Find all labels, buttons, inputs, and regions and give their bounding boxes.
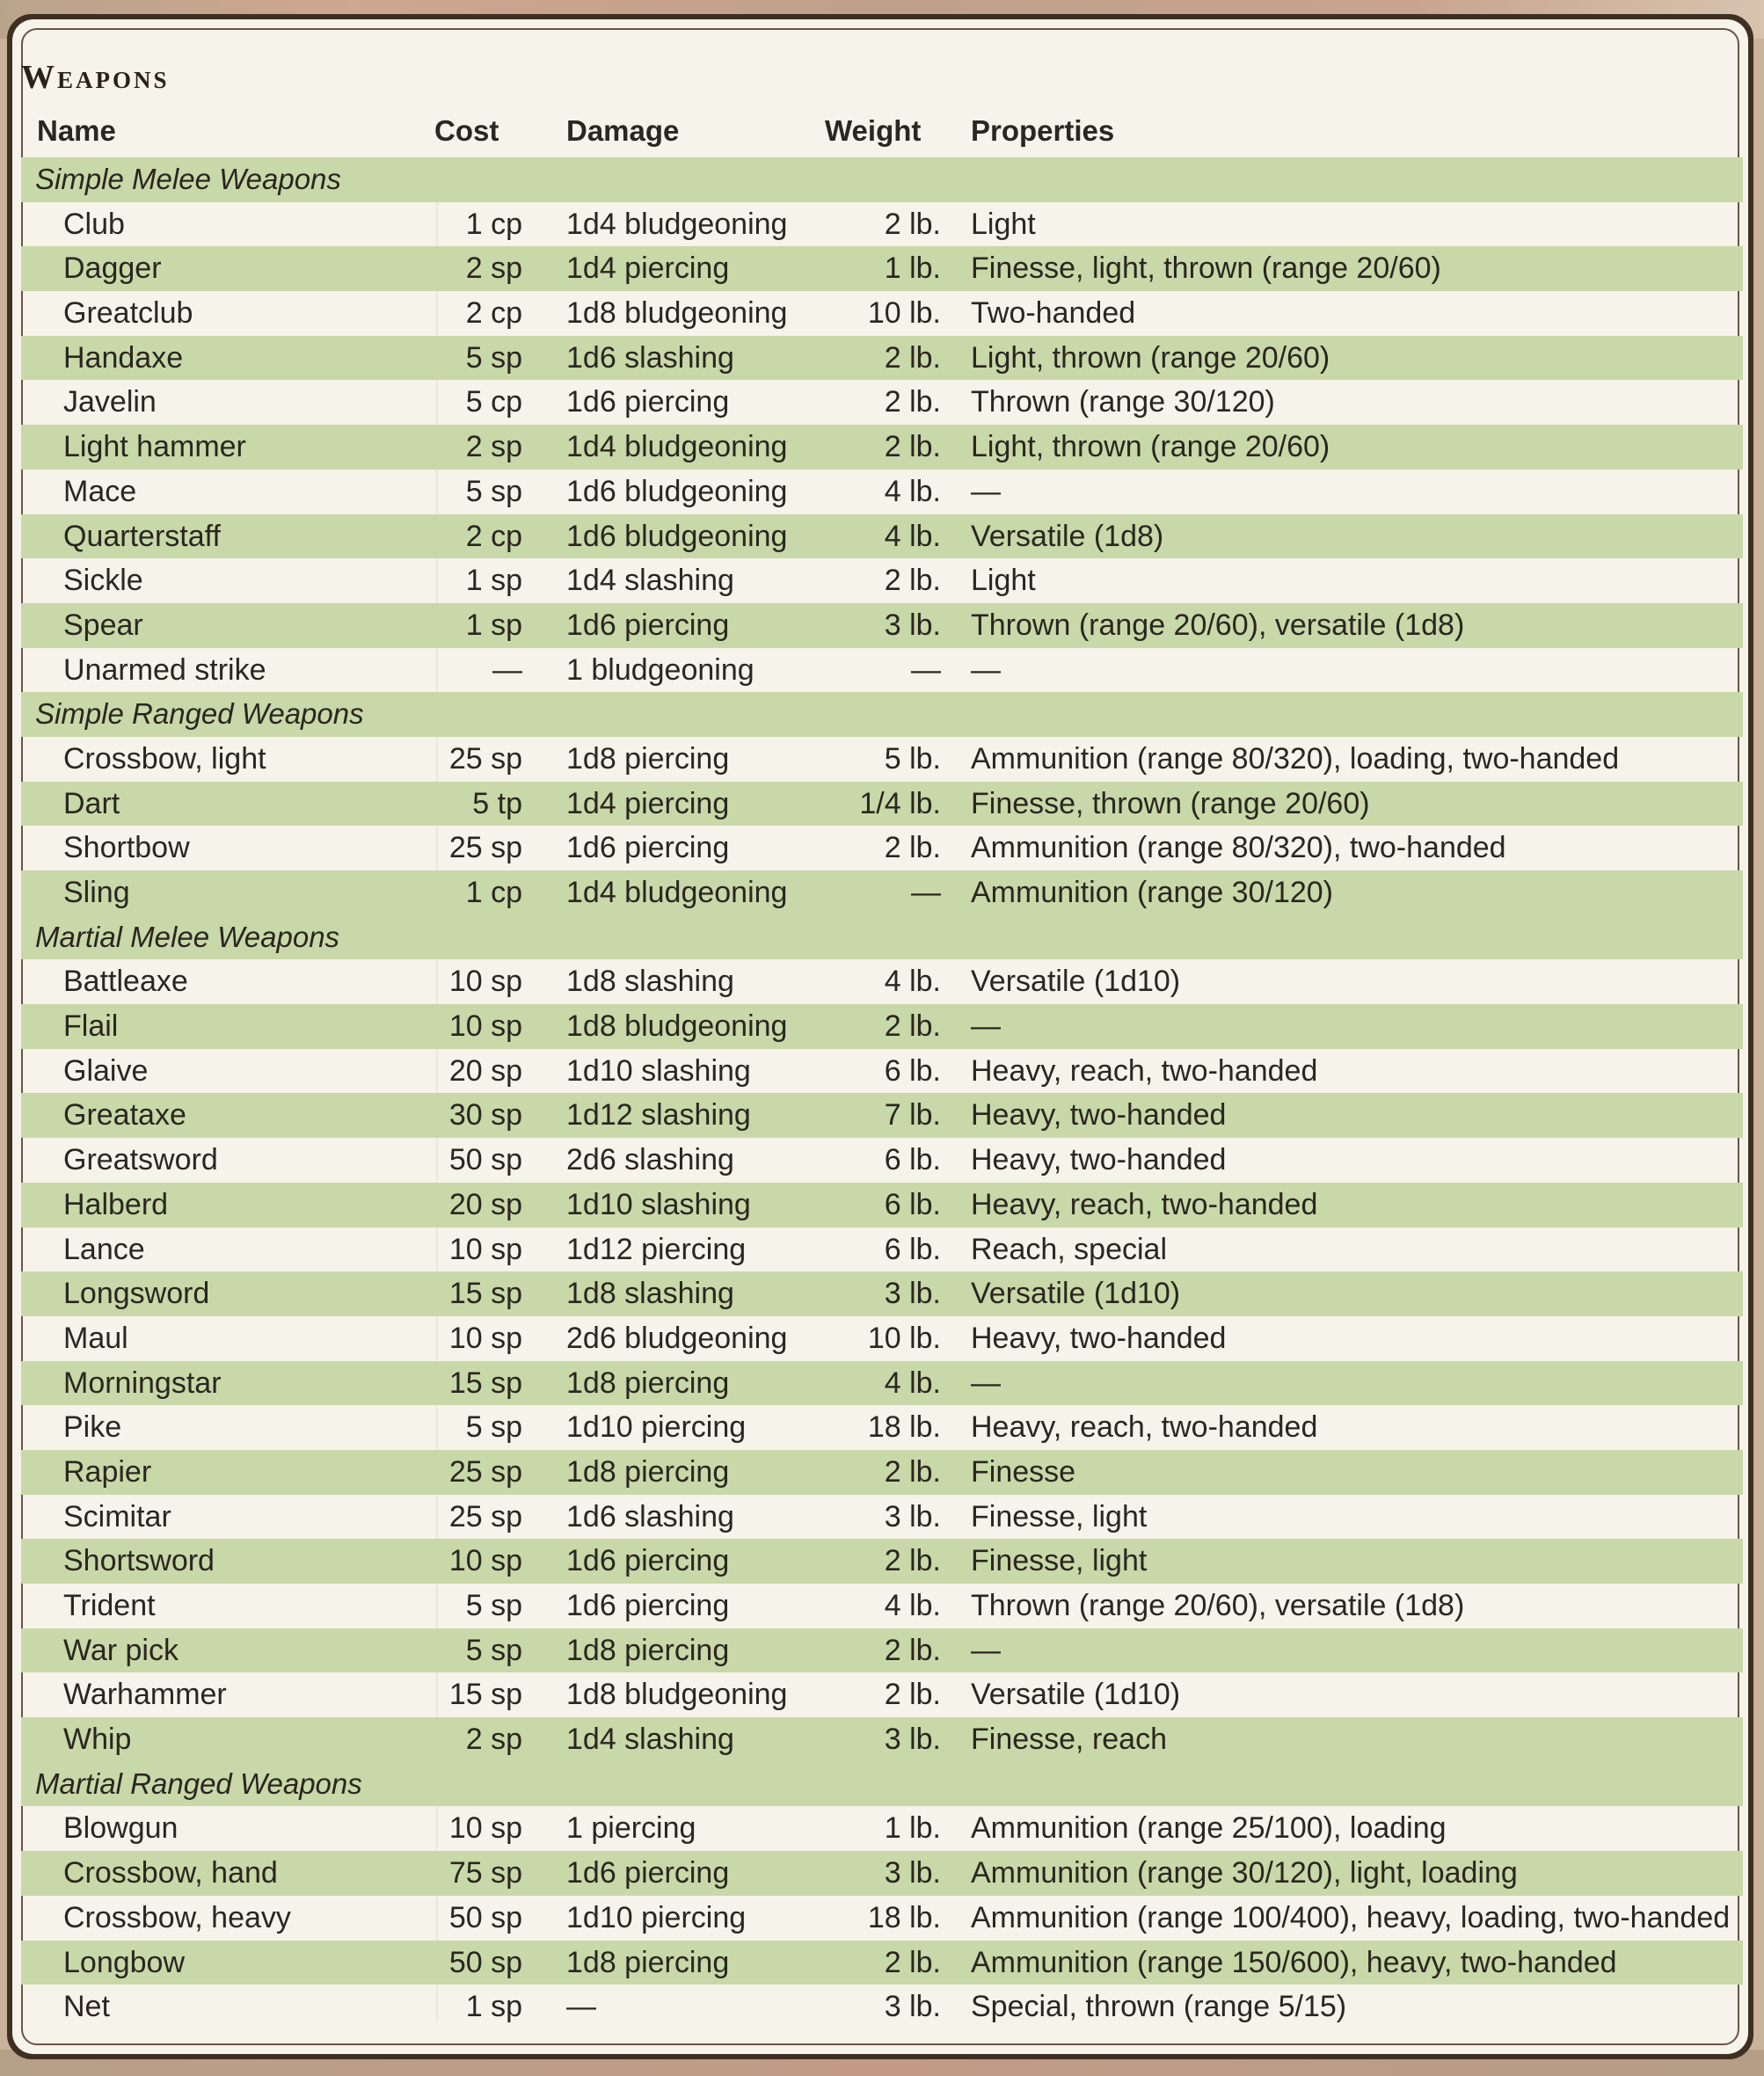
cell-cost: 10 sp — [448, 1009, 522, 1044]
cell-cost: 1 cp — [465, 207, 522, 241]
table-row — [21, 202, 1743, 247]
cell-damage: 1d4 piercing — [566, 251, 730, 286]
cell-weight: 5 lb. — [884, 741, 941, 776]
cell-weight: 4 lb. — [884, 1589, 941, 1622]
cell-name: Dagger — [63, 251, 162, 286]
cell-cost: 30 sp — [448, 1098, 522, 1133]
cell-properties: Light, thrown (range 20/60) — [971, 430, 1330, 464]
table-row — [21, 648, 1743, 693]
cell-name: Glaive — [63, 1053, 149, 1088]
cell-name: Battleaxe — [63, 965, 188, 999]
cell-cost: 5 sp — [465, 474, 522, 508]
cell-properties: Special, thrown (range 5/15) — [971, 1990, 1347, 2024]
cell-damage: 1d10 slashing — [566, 1187, 751, 1221]
cell-properties: Versatile (1d10) — [971, 1277, 1181, 1311]
cell-cost: 2 sp — [465, 1723, 522, 1757]
table-row — [21, 1316, 1743, 1361]
table-row — [21, 291, 1743, 336]
cell-name: Crossbow, light — [63, 741, 266, 776]
cell-properties: Light, thrown (range 20/60) — [971, 340, 1330, 375]
category-row — [21, 1762, 1743, 1807]
cell-name: Longbow — [63, 1945, 186, 1979]
cell-cost: 50 sp — [448, 1900, 522, 1934]
cell-cost: 1 cp — [465, 876, 522, 909]
cell-name: War pick — [63, 1633, 179, 1667]
cell-cost: 2 sp — [465, 430, 522, 464]
cell-damage: 1 bludgeoning — [566, 652, 754, 687]
table-row — [21, 1361, 1743, 1406]
table-row — [21, 1896, 1743, 1941]
cell-damage: 1d6 piercing — [566, 831, 730, 865]
cell-properties: Finesse — [971, 1454, 1076, 1489]
cell-weight: 2 lb. — [884, 564, 941, 598]
table-row — [21, 1628, 1743, 1673]
frame-corner-ornament — [7, 14, 53, 60]
cell-weight: 18 lb. — [867, 1410, 941, 1445]
cell-name: Shortsword — [63, 1544, 215, 1578]
cell-name: Net — [63, 1990, 110, 2024]
cell-cost: 15 sp — [448, 1678, 522, 1712]
cell-cost: 50 sp — [448, 1945, 522, 1979]
cell-name: Longsword — [63, 1277, 210, 1311]
cell-name: Greataxe — [63, 1098, 186, 1133]
table-row — [21, 1941, 1743, 1985]
cell-cost: — — [492, 652, 522, 687]
cell-properties: Light — [971, 207, 1036, 241]
cell-cost: 75 sp — [448, 1856, 522, 1890]
header-properties: Properties — [971, 114, 1115, 147]
cell-damage: 1d8 piercing — [566, 1454, 730, 1489]
cell-properties: Ammunition (range 100/400), heavy, loading, two-handed — [971, 1900, 1731, 1934]
table-row — [21, 737, 1743, 782]
table-row — [21, 558, 1743, 603]
cell-cost: 20 sp — [448, 1053, 522, 1088]
table-row — [21, 1539, 1743, 1584]
cell-name: Halberd — [63, 1187, 169, 1221]
cell-weight: 2 lb. — [884, 1633, 941, 1667]
cell-damage: 1d10 piercing — [566, 1410, 747, 1445]
category-label: Simple Melee Weapons — [35, 163, 341, 195]
table-row — [21, 1450, 1743, 1495]
cell-weight: 2 lb. — [884, 385, 941, 419]
cell-properties: Heavy, two-handed — [971, 1321, 1227, 1355]
cell-weight: 2 lb. — [884, 1454, 941, 1489]
cell-cost: 25 sp — [448, 741, 522, 776]
table-row — [21, 603, 1743, 648]
cell-weight: 18 lb. — [867, 1900, 941, 1934]
cell-damage: 1d10 slashing — [566, 1053, 751, 1088]
cell-properties: Heavy, two-handed — [971, 1098, 1227, 1133]
cell-name: Trident — [63, 1589, 156, 1622]
cell-damage: 1d6 piercing — [566, 1589, 730, 1622]
cell-damage: 1d6 bludgeoning — [566, 519, 788, 553]
cell-weight: 4 lb. — [884, 474, 941, 508]
cell-properties: Light — [971, 564, 1036, 598]
cell-name: Light hammer — [63, 430, 246, 464]
cell-properties: Finesse, light — [971, 1499, 1148, 1533]
table-row — [21, 1985, 1743, 2029]
cell-damage: 1d8 bludgeoning — [566, 296, 788, 331]
table-row — [21, 1138, 1743, 1183]
cell-properties: Heavy, reach, two-handed — [971, 1187, 1318, 1221]
cell-cost: 5 sp — [465, 1589, 522, 1622]
cell-name: Handaxe — [63, 340, 184, 375]
cell-damage: 1d10 piercing — [566, 1900, 747, 1934]
cell-weight: 2 lb. — [884, 430, 941, 464]
cell-name: Whip — [63, 1723, 132, 1757]
table-row — [21, 826, 1743, 870]
table-row — [21, 1183, 1743, 1227]
cell-cost: 10 sp — [448, 1811, 522, 1846]
cell-name: Morningstar — [63, 1366, 222, 1400]
cell-damage: 2d6 slashing — [566, 1143, 734, 1177]
frame-corner-ornament — [1708, 14, 1753, 60]
cell-cost: 50 sp — [448, 1143, 522, 1177]
cell-weight: 3 lb. — [884, 1499, 941, 1533]
cell-cost: 10 sp — [448, 1321, 522, 1355]
table-row — [21, 1271, 1743, 1316]
cell-name: Shortbow — [63, 831, 190, 865]
cell-damage: 1d6 piercing — [566, 608, 730, 642]
table-row — [21, 425, 1743, 470]
cell-damage: 1d4 bludgeoning — [566, 876, 788, 909]
cell-damage: 1d6 piercing — [566, 1544, 730, 1578]
table-row — [21, 1584, 1743, 1628]
cell-weight: 2 lb. — [884, 1945, 941, 1979]
cell-name: Club — [63, 207, 125, 241]
cell-name: Dart — [63, 786, 120, 820]
cell-weight: 7 lb. — [884, 1098, 941, 1133]
cell-name: Flail — [63, 1009, 119, 1044]
table-row — [21, 1405, 1743, 1450]
cell-name: Unarmed strike — [63, 652, 266, 687]
cell-cost: 20 sp — [448, 1187, 522, 1221]
table-row — [21, 959, 1743, 1004]
cell-cost: 10 sp — [448, 1232, 522, 1266]
cell-damage: 1d8 slashing — [566, 965, 734, 999]
cell-name: Crossbow, heavy — [63, 1900, 291, 1934]
cell-properties: Two-handed — [971, 296, 1136, 331]
cell-damage: 1d4 bludgeoning — [566, 207, 788, 241]
cell-damage: 1d4 slashing — [566, 564, 734, 598]
cell-weight: 10 lb. — [867, 296, 941, 331]
cell-name: Quarterstaff — [63, 519, 221, 553]
cell-properties: — — [971, 652, 1001, 687]
cell-damage: 1d6 piercing — [566, 1856, 730, 1890]
table-row — [21, 782, 1743, 827]
cell-weight: 6 lb. — [884, 1143, 941, 1177]
cell-name: Spear — [63, 608, 143, 642]
cell-properties: — — [971, 1633, 1001, 1667]
cell-weight: 1 lb. — [884, 1811, 941, 1846]
table-row — [21, 1672, 1743, 1717]
cell-properties: Ammunition (range 80/320), two-handed — [971, 831, 1506, 865]
cell-cost: 1 sp — [465, 1990, 522, 2024]
cell-damage: 1d6 bludgeoning — [566, 474, 788, 508]
cell-cost: 5 sp — [465, 1410, 522, 1445]
weapons-table-body — [21, 157, 1743, 2029]
cell-properties: Ammunition (range 25/100), loading — [971, 1811, 1447, 1846]
cell-properties: Heavy, reach, two-handed — [971, 1410, 1318, 1445]
cell-weight: 2 lb. — [884, 1544, 941, 1578]
cell-weight: 2 lb. — [884, 1678, 941, 1712]
cell-name: Scimitar — [63, 1499, 171, 1533]
category-label: Simple Ranged Weapons — [35, 697, 364, 731]
cell-weight: 6 lb. — [884, 1232, 941, 1266]
cell-properties: Finesse, reach — [971, 1723, 1167, 1757]
cell-weight: 4 lb. — [884, 965, 941, 999]
cell-properties: — — [971, 1366, 1001, 1400]
cell-properties: Ammunition (range 30/120), light, loading — [971, 1856, 1518, 1890]
cell-cost: 5 sp — [465, 1633, 522, 1667]
cell-properties: Finesse, light, thrown (range 20/60) — [971, 251, 1441, 286]
cell-weight: 1/4 lb. — [859, 786, 941, 820]
table-row — [21, 1049, 1743, 1094]
cell-damage: 1d8 piercing — [566, 1633, 730, 1667]
cell-weight: — — [911, 876, 941, 909]
cell-name: Sickle — [63, 564, 143, 598]
cell-weight: 1 lb. — [884, 251, 941, 286]
table-row — [21, 380, 1743, 425]
cell-damage: 1d8 piercing — [566, 1945, 730, 1979]
cell-name: Crossbow, hand — [63, 1856, 278, 1890]
table-row — [21, 1495, 1743, 1540]
table-row — [21, 246, 1743, 291]
cell-name: Greatsword — [63, 1143, 218, 1177]
cell-cost: 15 sp — [448, 1366, 522, 1400]
cell-damage: 1d6 slashing — [566, 340, 734, 375]
cell-cost: 2 sp — [465, 251, 522, 286]
cell-weight: 4 lb. — [884, 1366, 941, 1400]
cell-cost: 25 sp — [448, 831, 522, 865]
cell-name: Mace — [63, 474, 137, 508]
table-row — [21, 1806, 1743, 1851]
cell-cost: 10 sp — [448, 1544, 522, 1578]
cell-weight: — — [911, 652, 941, 687]
table-row — [21, 870, 1743, 915]
header-name: Name — [37, 114, 116, 147]
cell-properties: — — [971, 474, 1001, 508]
cell-damage: 1d6 slashing — [566, 1499, 734, 1533]
cell-name: Greatclub — [63, 296, 193, 331]
cell-damage: 1d8 piercing — [566, 741, 730, 776]
cell-damage: 1d6 piercing — [566, 385, 730, 419]
cell-weight: 2 lb. — [884, 207, 941, 241]
cell-damage: 1 piercing — [566, 1811, 696, 1846]
cell-damage: 1d8 slashing — [566, 1277, 734, 1311]
table-row — [21, 514, 1743, 559]
cell-cost: 1 sp — [465, 608, 522, 642]
cell-cost: 10 sp — [448, 965, 522, 999]
cell-cost: 2 cp — [465, 296, 522, 331]
cell-properties: Finesse, thrown (range 20/60) — [971, 786, 1370, 820]
cell-properties: Heavy, two-handed — [971, 1143, 1227, 1177]
cell-cost: 5 tp — [472, 786, 522, 820]
cell-weight: 6 lb. — [884, 1053, 941, 1088]
table-title: Weapons — [21, 59, 170, 96]
cell-properties: Finesse, light — [971, 1544, 1148, 1578]
cell-weight: 2 lb. — [884, 340, 941, 375]
table-row — [21, 336, 1743, 381]
cell-properties: Versatile (1d10) — [971, 1678, 1181, 1712]
cell-damage: 1d8 bludgeoning — [566, 1009, 788, 1044]
table-row — [21, 1227, 1743, 1272]
category-row — [21, 692, 1743, 737]
cell-damage: 1d12 piercing — [566, 1232, 747, 1266]
cell-damage: 1d12 slashing — [566, 1098, 751, 1133]
cell-properties: Ammunition (range 150/600), heavy, two-handed — [971, 1945, 1617, 1979]
cell-weight: 2 lb. — [884, 1009, 941, 1044]
cell-properties: Versatile (1d10) — [971, 965, 1181, 999]
cell-cost: 15 sp — [448, 1277, 522, 1311]
cell-cost: 2 cp — [465, 519, 522, 553]
cell-weight: 3 lb. — [884, 1723, 941, 1757]
cell-weight: 10 lb. — [867, 1321, 941, 1355]
header-cost: Cost — [434, 114, 499, 147]
cell-weight: 2 lb. — [884, 831, 941, 865]
table-row — [21, 470, 1743, 514]
cell-damage: 1d8 piercing — [566, 1366, 730, 1400]
cell-name: Rapier — [63, 1454, 152, 1489]
cell-weight: 3 lb. — [884, 1277, 941, 1311]
cell-damage: 1d4 bludgeoning — [566, 430, 788, 464]
cell-name: Sling — [63, 876, 130, 909]
cell-cost: 5 sp — [465, 340, 522, 375]
cell-damage: 1d4 slashing — [566, 1723, 734, 1757]
cell-name: Maul — [63, 1321, 128, 1355]
cell-name: Pike — [63, 1410, 122, 1445]
cell-name: Lance — [63, 1232, 145, 1266]
header-damage: Damage — [566, 114, 680, 147]
cell-properties: Thrown (range 20/60), versatile (1d8) — [971, 1589, 1465, 1622]
category-label: Martial Melee Weapons — [35, 920, 340, 953]
cell-damage: 2d6 bludgeoning — [566, 1321, 788, 1355]
cell-weight: 3 lb. — [884, 1990, 941, 2024]
cell-damage: 1d4 piercing — [566, 786, 730, 820]
cell-cost: 25 sp — [448, 1499, 522, 1533]
cell-name: Blowgun — [63, 1811, 179, 1846]
cell-damage: — — [566, 1990, 596, 2024]
cell-cost: 25 sp — [448, 1454, 522, 1489]
cell-properties: Heavy, reach, two-handed — [971, 1053, 1318, 1088]
cell-damage: 1d8 bludgeoning — [566, 1678, 788, 1712]
cell-weight: 3 lb. — [884, 1856, 941, 1890]
cell-properties: Thrown (range 20/60), versatile (1d8) — [971, 608, 1465, 642]
cell-properties: — — [971, 1009, 1001, 1044]
cell-properties: Ammunition (range 30/120) — [971, 876, 1334, 909]
cell-weight: 6 lb. — [884, 1187, 941, 1221]
cell-properties: Ammunition (range 80/320), loading, two-handed — [971, 741, 1620, 776]
category-row — [21, 157, 1743, 202]
cell-name: Javelin — [63, 385, 157, 419]
cell-weight: 3 lb. — [884, 608, 941, 642]
cell-weight: 4 lb. — [884, 519, 941, 553]
table-row — [21, 1093, 1743, 1138]
category-label: Martial Ranged Weapons — [35, 1766, 362, 1800]
cell-properties: Reach, special — [971, 1232, 1168, 1266]
cell-properties: Thrown (range 30/120) — [971, 385, 1275, 419]
table-row — [21, 1717, 1743, 1762]
cell-properties: Versatile (1d8) — [971, 519, 1164, 553]
category-row — [21, 915, 1743, 960]
cell-name: Warhammer — [63, 1678, 227, 1712]
cell-cost: 1 sp — [465, 564, 522, 598]
header-weight: Weight — [825, 114, 922, 147]
table-row — [21, 1004, 1743, 1049]
table-row — [21, 1851, 1743, 1896]
cell-cost: 5 cp — [465, 385, 522, 419]
